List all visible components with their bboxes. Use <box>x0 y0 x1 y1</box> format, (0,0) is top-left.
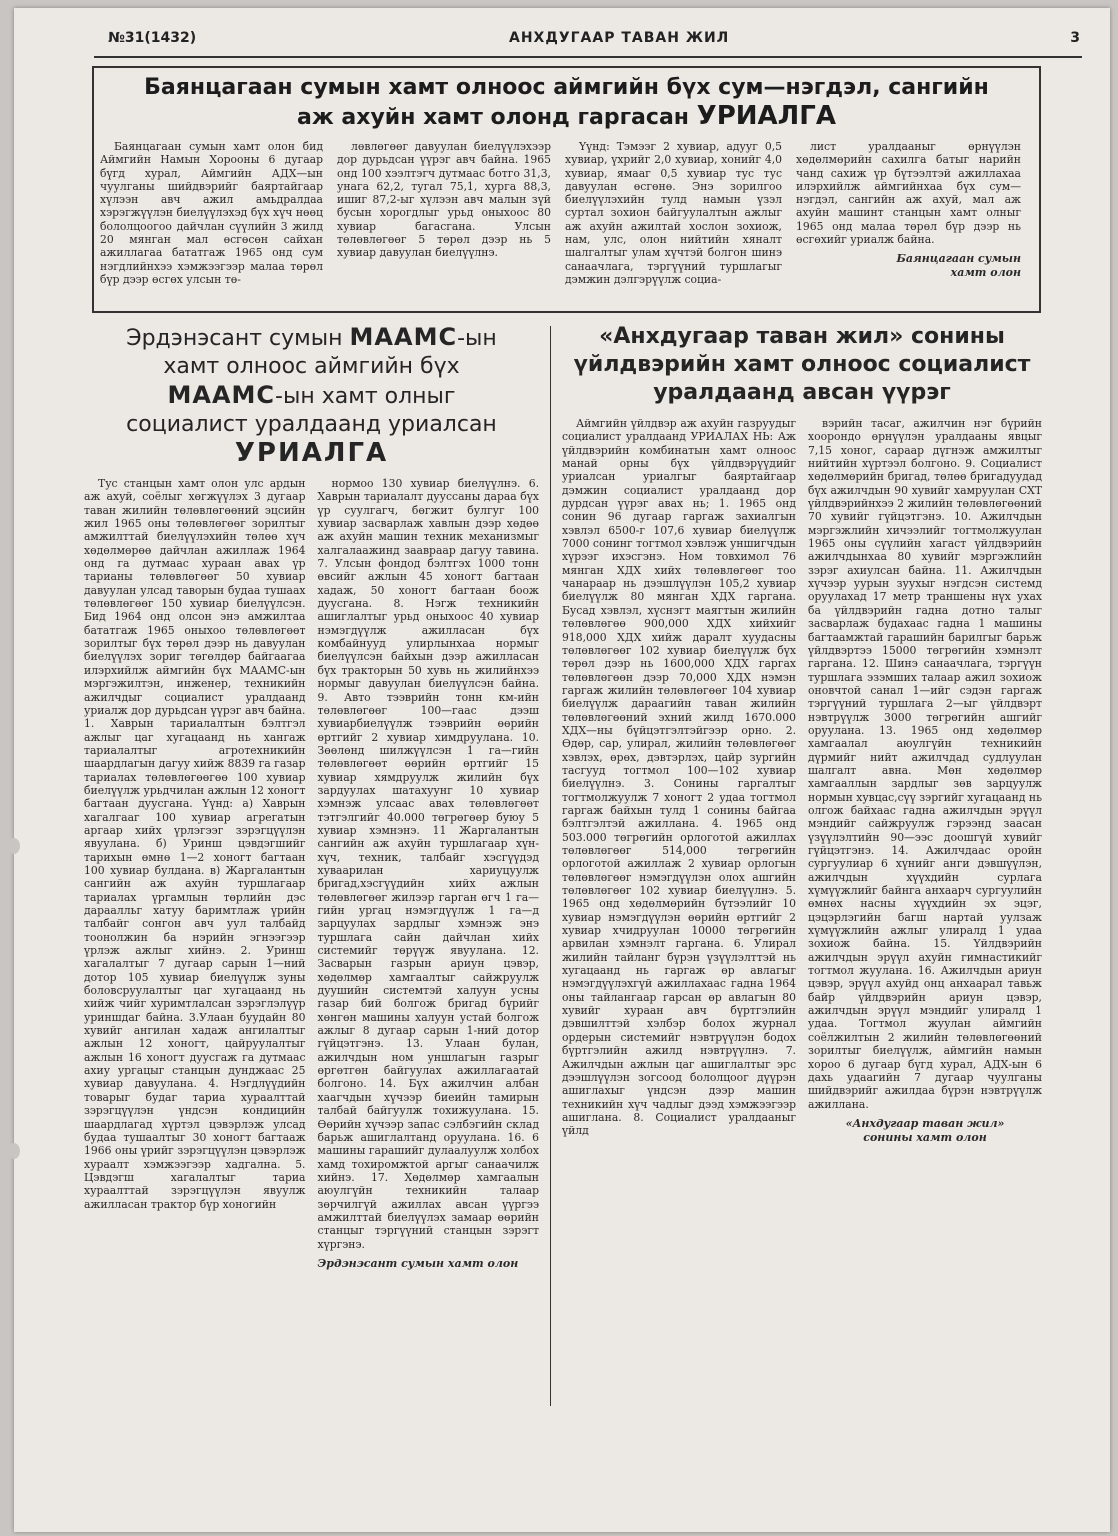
banner-col-1: Баянцагаан сумын хамт олон бид Аймгийн Намын Хорооны 6 дугаар бүгд хурал, Аймгийн АДХ—ын чуулганы шийдвэрийг баяртайгаар хүлээн авч ажил амьдралдаа хэрэгжүүлэн биелүүлэхэд бүх хүч нөөц бололцоогоо дайчлан сүүлийн 3 жилд 20 мянган мал өсгөсөн сайхан ажиллагаа бататгаж 1965 онд сум нэгдлийнхээ хэмжээгээр малаа төрөл бүр дээр өсгөх улсын тө- <box>100 140 323 286</box>
article-maams-title: Эрдэнэсант сумын МААМС-ын хамт олноос аймгийн бүх МААМС-ын хамт олныг социалист уралдаанд уриалсан УРИАЛГА <box>126 323 497 468</box>
article-newspaper-col-1: Аймгийн үйлдвэр аж ахуйн газруудыг социалист уралдаанд УРИАЛАХ НЬ: Аж үйлдвэрийн комбинатын хамт олноос манай орны бүх үйлдвэрүүдийг уриалсан уриалгыг баяртайгаар дэмжин социалист уралдаанд дор дурдсан үүрэг авах нь; 1. 1965 онд сонин 96 дугаар гаргаж захиалгын хэвлэл 6500-г 107,6 хувиар биелүүлж 7000 сонинг тогтмол хэвлэж уншигчдын хүрээг ихэсгэнэ. Ном товхимол 76 мянган ХДХ хийх төлөвлөгөөг тоо чанараар нь дээшлүүлэн 105,2 хувиар биелүүлж 80 мянган ХДХ гаргана. Бусад хэвлэл, хүснэгт маягтын жилийн төлөвлөгөө 900,000 ХДХ хийхийг 918,000 ХДХ хийж даралт хуудасны төлөвлөгөөг 102 хувиар биелүүлж бүх төрөл дээр нь 1600,000 ХДХ гаргах төлөвлөгөөн дээр 70,000 ХДХ нэмэн гаргаж жилийн төлөвлөгөөг 104 хувиар биелүүлж дараагийн таван жилийн төлөвлөгөөний эхний жилд 1670.000 ХДХ—ны бүйцэтгэлтэйгээр орно. 2. Өдөр, сар, улирал, жилийн төлөвлөгөөг хэвлэх, өрөх, дэвтэрлэх, цайр зургийн тасгууд тогтмол 100—102 хувиар биелүүлнэ. 3. Сонины гаргалтыг тогтмолжуулж 7 хоногт 2 удаа тогтмол гаргаж байхын тулд 1 сонины байгаа бэлтгэлтэй ажиллана. 4. 1965 онд 503.000 төгрөгийн орлоготой ажиллах төлөвлөгөөг 514,000 төгрөгийн орлоготой ажиллаж 2 хувиар орлогын төлөвлөгөөг нэмэгдүүлэн олох ашгийн төлөвлөгөөг 102 хувиар биелүүлнэ. 5. 1965 онд хөдөлмөрийн бүтээлийг 10 хувиар нэмэгдүүлэн өөрийн өртгийг 2 хувиар хчидруулан 10000 төгрөгийн арвилан хэмнэлт гаргана. 6. Улирал жилийн тайланг бүрэн үзүүлэлттэй нь хугацаанд нь гаргаж өр авлагыг нэмэгдүүлэхгүй ажиллахаас гадна 1964 оны тайлангаар гарсан өр авлагын 80 хувийг хураан авч бүртгэлийн дэвшилттэй хэлбэр болох журнал ордерын систeмийг нэвтрүүлэн бодох бүртгэлийн ажилд нэвтрүүлнэ. 7. Ажилчдын ажлын цаг ашиглалтыг эрс дээшлүүлэн зогсоод бололцоог дүүрэн ашиглахыг үндсэн дээр машин техникийн хүч чадлыг дээд хэмжээгээр ашиглана. 8. Социалист уралдааныг үйлд <box>562 417 796 1138</box>
article-maams-col-1: Тус станцын хамт олон улс ардын аж ахуй, соёлыг хөгжүүлэх 3 дугаар таван жилийн төлөвлөгөөний эцсийн жил 1965 оны төлөвлөгөөг зорилтыг амжилттай биелүүлэхийн төлөө хүч хөдөлмөрөө дайчлан ажиллаж 1964 онд га дутмаас хураан авах үр тарианы төлөвлөгөөг 50 хувиар давуулан улсад таворын будаа тушаах төлөвлөгөөг 150 хувиар биелүүлсэн. Бид 1964 онд олсон энэ амжилтаа бататгаж 1965 оныхоо төлөвлөгөөт зорилтыг бүх төрөл дээр нь давуулан биелүүлэх зориг төгөлдөр байгаагаа илэрхийлж аймгийн бүх МААМС-ын мэргэжилтэн, инженер, техникийн ажилчдыг социалист уралдаанд уриалж дор дурьдсан үүрэг авч байна. 1. Хаврын тариалалтын бэлтгэл ажлыг цаг хугацаанд нь хангаж тариалалтыг агротехникийн шаардлагын дагуу хийж 8839 га газар тариалах төлөвлөгөөгөө 100 хувиар биелүүлж урьдчилан ажлын 12 хоногт багтаан дууcгана. Үүнд: а) Хаврын хагалгааг 100 хувиар агрегатын аргаар хийх үрлэгээг зэрэгцүүлэн явуулана. б) Уринш цэвдэгшийг тарихын өмнө 1—2 хоногт багтаан 100 хувиар булдана. в) Жаргалантын сангийн аж ахуйн туршлагаар тариалах үргамлын төрлийн дэс дараалльг хатуу баримтлаж үрийн талбайг сонгон авч уул талбайд тоонолжин ба нэрийн эгнээгээр үрлэж ажлыг хийнэ. 2. Уринш хагалалтыг 7 дугаар сарын 1—ний дотор 105 хувиар биелүүлж зуны боловсруулалтыг цаг хугацаанд нь хийж чийг хуримтлалсан зэрэглэлүүр уриншдаг байна. 3.Улаан буудайн 80 хувийг ангилан хадаж ангилалтыг ажлын 12 хоногт, цайруулалтыг ажлын 16 хоногт дууcгаж га дутмаас ахиу ургацыг станцын дунджаас 25 хувиар давуулана. 4. Нэгдлүүдийн товарыг будаг тариа хураалттай зэрэгцүүлэн үндсэн кондицийн шаардлагад хүртэл цэвэрлэж улсад будаа тушаалтыг 30 хоногт багтааж 1966 оны үрийг зэрэгцүүлэн цэвэрлэж хураалт хэмжээгээр хадгална. 5. Цэвдэгш хагалалтыг тариа хураалттай зэрэгцүүлэн явуулж ажиллаcан трактор бүр хоногийн <box>84 477 306 1211</box>
article-newspaper <box>562 323 1042 1145</box>
page-number: 3 <box>1070 30 1080 46</box>
article-newspaper-body <box>562 417 1042 1145</box>
column-divider <box>550 326 551 1406</box>
banner-title-emph: УРИАЛГА <box>696 101 836 131</box>
banner-columns <box>100 140 1031 286</box>
banner-col-3: Үүнд: Тэмээг 2 хувиар, адууг 0,5 хувиар, үхрийг 2,0 хувиар, хонийг 4,0 хувиар, ямааг 0,5 хувиар тус тус давуулан өсгөнө. Энэ зорилгоо биелүүлэхийн тулд намын үзэл суртал зохион байгуулалтын ажлыг аж ахуйн ажилтай хослон зохиож, нам, улс, олон нийтийн хяналт шалгалтыг улам хүчтэй болгон шинэ санаачлага, тэргүүний туршлагыг дэмжин дэлгэрүүлж социа- <box>565 140 782 286</box>
banner-title <box>94 74 1039 132</box>
masthead <box>94 30 1080 52</box>
newspaper-name: АНХДУГААР ТАВАН ЖИЛ <box>509 30 730 46</box>
issue-number: №31(1432) <box>108 30 197 46</box>
binding-hole <box>8 838 20 854</box>
binding-hole <box>8 1143 20 1159</box>
banner-signature: Баянцагаан сумын хамт олон <box>896 252 1021 280</box>
banner-article <box>92 66 1041 313</box>
banner-col-2: лөвлөгөөг давуулан биелүүлэхээр дор дурьдсан үүрэг авч байна. 1965 онд 100 хээлтэгч дутмаас ботго 31,3, унага 62,2, тугал 75,1, хурга 88,3, ишиг 87,2-ыг хүлээн авч малын зүй бусын хорогдлыг урьд оныхоос 80 хувиар багасгана. Улсын төлөвлөгөөг 5 төрөл дээр нь 5 хувиар давуулан биелүүлнэ. <box>337 140 551 260</box>
masthead-rule <box>94 56 1082 58</box>
article-maams <box>84 323 539 1271</box>
newspaper-page <box>14 8 1110 1532</box>
article-newspaper-signature: «Анхдугаар таван жил» сонины хамт олон <box>845 1116 1005 1144</box>
article-maams-body <box>84 477 539 1271</box>
article-maams-col-2: нормоо 130 хувиар биелүүлнэ. 6. Хаврын тариалалт дууссаны дараа бүх үр суулгагч, бөгжит булгуг 100 хувиар засварлаж хавлын дээр хөдөө аж ахуйн машин техник механизмыг халгалаажинд заавраар дагуу тавина. 7. Улсын фондод бэлтгэх 1000 тонн өвсийг ажлын 45 хоногт багтаан хадаж, 50 хоногт багтаан боож дуусгана. 8. Нэгж техникийн ашиглалтыг урьд оныхоос 40 хувиар нэмэгдүүлж ажиллаcан бүх комбайнууд улирлынхаа нормыг биелүүлсэн байхын дээр ажиллаcан бүх тракторын 50 хувь нь жилийнхээ нормыг давуулан биелүүлсэн байна. 9. Авто тээврийн тонн км-ийн төлөвлөгөөг 100—гаас дээш хувиарбиелүүлж тээврийн өөрийн өртгийг 2 хувиар химдруулана. 10. Зөөлөнд шилжүүлсэн 1 га—гийн төлөвлөгөөт өөрийн өртгийг 15 хувиар хямдруулж жилийн бүх зардуулах шатахуунг 10 хувиар хэмнэж улсаас авах төлөвлөгөөт тэтгэлгийг 40.000 төгрөгөөр буюу 5 хувиар хэмнэнэ. 11 Жаргалантын сангийн аж ахуйн туршлагаар хүн-хүч, техник, талбайг хэсгүүдэд хуваарилан хариуцуулж бригад,хэсгүүдийн хийх ажлын төлөвлөгөөг жилээр гарган өгч 1 га—гийн ургац нэмэгдүүлж 1 га—д зарцуулах зардлыг хэмнэж энэ туршлага сайн дайчлан хийх систeмийг төрүүж явуулана. 12. Засварын газрын ариун цэвэр, хөдөлмөр хамгаалтыг сайжруулж дуушийн систeмтэй халуун усны газар бий болгож бригад бүрийг хөнгөн машины халуун устай болгож ажлыг 8 дугаар сарын 1-ний дотор гүйцэтгэнэ. 13. Улаан булан, ажилчдын ном уншлагын газрыг өргөтгөн байгуулах ажиллагаатай болгоно. 14. Бүх ажилчин албан хаагчдын хүчээр биеийн тамирын талбай байгуулж тохижуулана. 15. Өөрийн хүчээр запас сэлбэгийн склад барьж ашиглалтанд оруулана. 16. 6 машины гарашийг дулаалуулж холбох хамд тохиромжтой аргыг санаачилж хийнэ. 17. Хөдөлмөр хамгаалын аюулгүйн техникийн талаар зөрчилгүй ажиллаx авсан үүргээ амжилттай биелүүлэх замаар өөрийн станцыг тэргүүний станцын зэрэгт хүргэнэ. Эрдэнэсант сумын хамт олон <box>317 477 539 1270</box>
banner-col-4: лист уралдааныг өрнүүлэн хөдөлмөрийн сахилга батыг нарийн чанд сахиж үр бүтээлтэй ажиллахаа илэрхийлж аймгийнхаа бүх сум—нэгдэл, сангийн аж ахуй, мал аж ахуйн машинт станцын хамт олныг 1965 онд малаа төрөл бүр дээр нь өсгөхийг уриалж байна. Баянцагаан сумын хамт олон <box>796 140 1021 280</box>
banner-title-line2: аж ахуйн хамт олонд гаргасан <box>297 105 689 130</box>
banner-title-line1: Баянцагаан сумын хамт олноос аймгийн бүх сум—нэгдэл, сангийн <box>144 75 989 100</box>
article-newspaper-col-2: вэрийн тасаг, ажилчин нэг бүрийн хоорондо өрнүүлэн уралдааны явцыг 7,15 хоног, сараар дүгнэж амжилтыг нийтийн хүртээл болгоно. 9. Социалист хөдөлмөрийн бригад, төлөө бригадуудад бүх ажилчдын 90 хувийг хамруулан СХТ үйлдвэрийнхээ 2 жилийн төлөвлөгөөний 70 хувийг гүйцэтгэнэ. 10. Ажилчдын мэргэжлийн хичээлийг тогтмолжуулан 1965 оны сүүлийн хагаст үйлдвэрийн ажилчдынхаа 80 хувийг мэргэжлийн зэрэг ахиулсан байна. 11. Ажилчдын хүчээр уурын зуухыг нэгдсэн систeмд оруулахад 17 метр траншены нүх ухах ба үйлдвэрийн гадна дотно талыг засварлаж будахаас гадна 1 машины багтаамжтай гарашийн барилгыг барьж үйлдвэртээ 15000 төгрөгийн хэмнэлт гаргана. 12. Шинэ санаачлага, тэргүүн туршлага эзэмших талаар ажил зохиож оновчтой санал 1—ийг сэдэн гаргаж тэргүүний туршлага 2—ыг үйлдвэрт нэвтрүүлж 3000 төгрөгийн ашгийг оруулана. 13. 1965 онд хөдөлмөр хамгаалал аюулгүйн техникийн дүрмийг нийт ажилчдад судлуулан шалгалт авна. Мөн хөдөлмөр хамгааллын зардлыг зөв зарцуулж нормын хувцас,сүү зэргийг хугацаанд нь олгож байхаас гадна ажилчдын эрүүл мэндийг сайжруулж гэрээнд заасан үзүүлэлтийн 90—ээс доошгүй хувийг гүйцэтгэнэ. 14. Ажилчдаас оройн сургуулиар 6 хүнийг анги дэвшүүлэн, ажилчдын хүүхдийн сурлага хүмүүжлийг байнга анхаарч сургуулийн өмнөх насны хүүхдийн эх эцэг, цэцэрлэгийн багш нартай уулзаж хүмүүжлийн ажлыг улиралд 1 удаа зохиож байна. 15. Үйлдвэрийн ажилчдын эрүүл ахуйн гимнастикийг тогтмол жуулана. 16. Ажилчдын ариун цэвэр, эрүүл ахуйд онц анхаарал тавьж байр үйлдвэрийн ариун цэвэр, ажилчдын эрүүл мэндийг улиралд 1 удаа. Тогтмол жуулан аймгийн соёлжилтын 2 жилийн төлөвлөгөөний зорилтыг биелүүлж, аймгийн намын хороо 6 дугаар бүгд хурал, АДХ-ын 6 дахь удаагийн 7 дугаар чуулганы шийдвэрийг ажилдаа бүрэн нэвтрүүлж ажиллана. «Анхдугаар таван жил» сонины хамт олон <box>808 417 1042 1144</box>
article-newspaper-title: «Анхдугаар таван жил» сонины үйлдвэрийн хамт олноос социалист уралдаанд авсан үүрэг <box>573 324 1031 405</box>
article-maams-signature: Эрдэнэсант сумын хамт олон <box>317 1256 519 1270</box>
